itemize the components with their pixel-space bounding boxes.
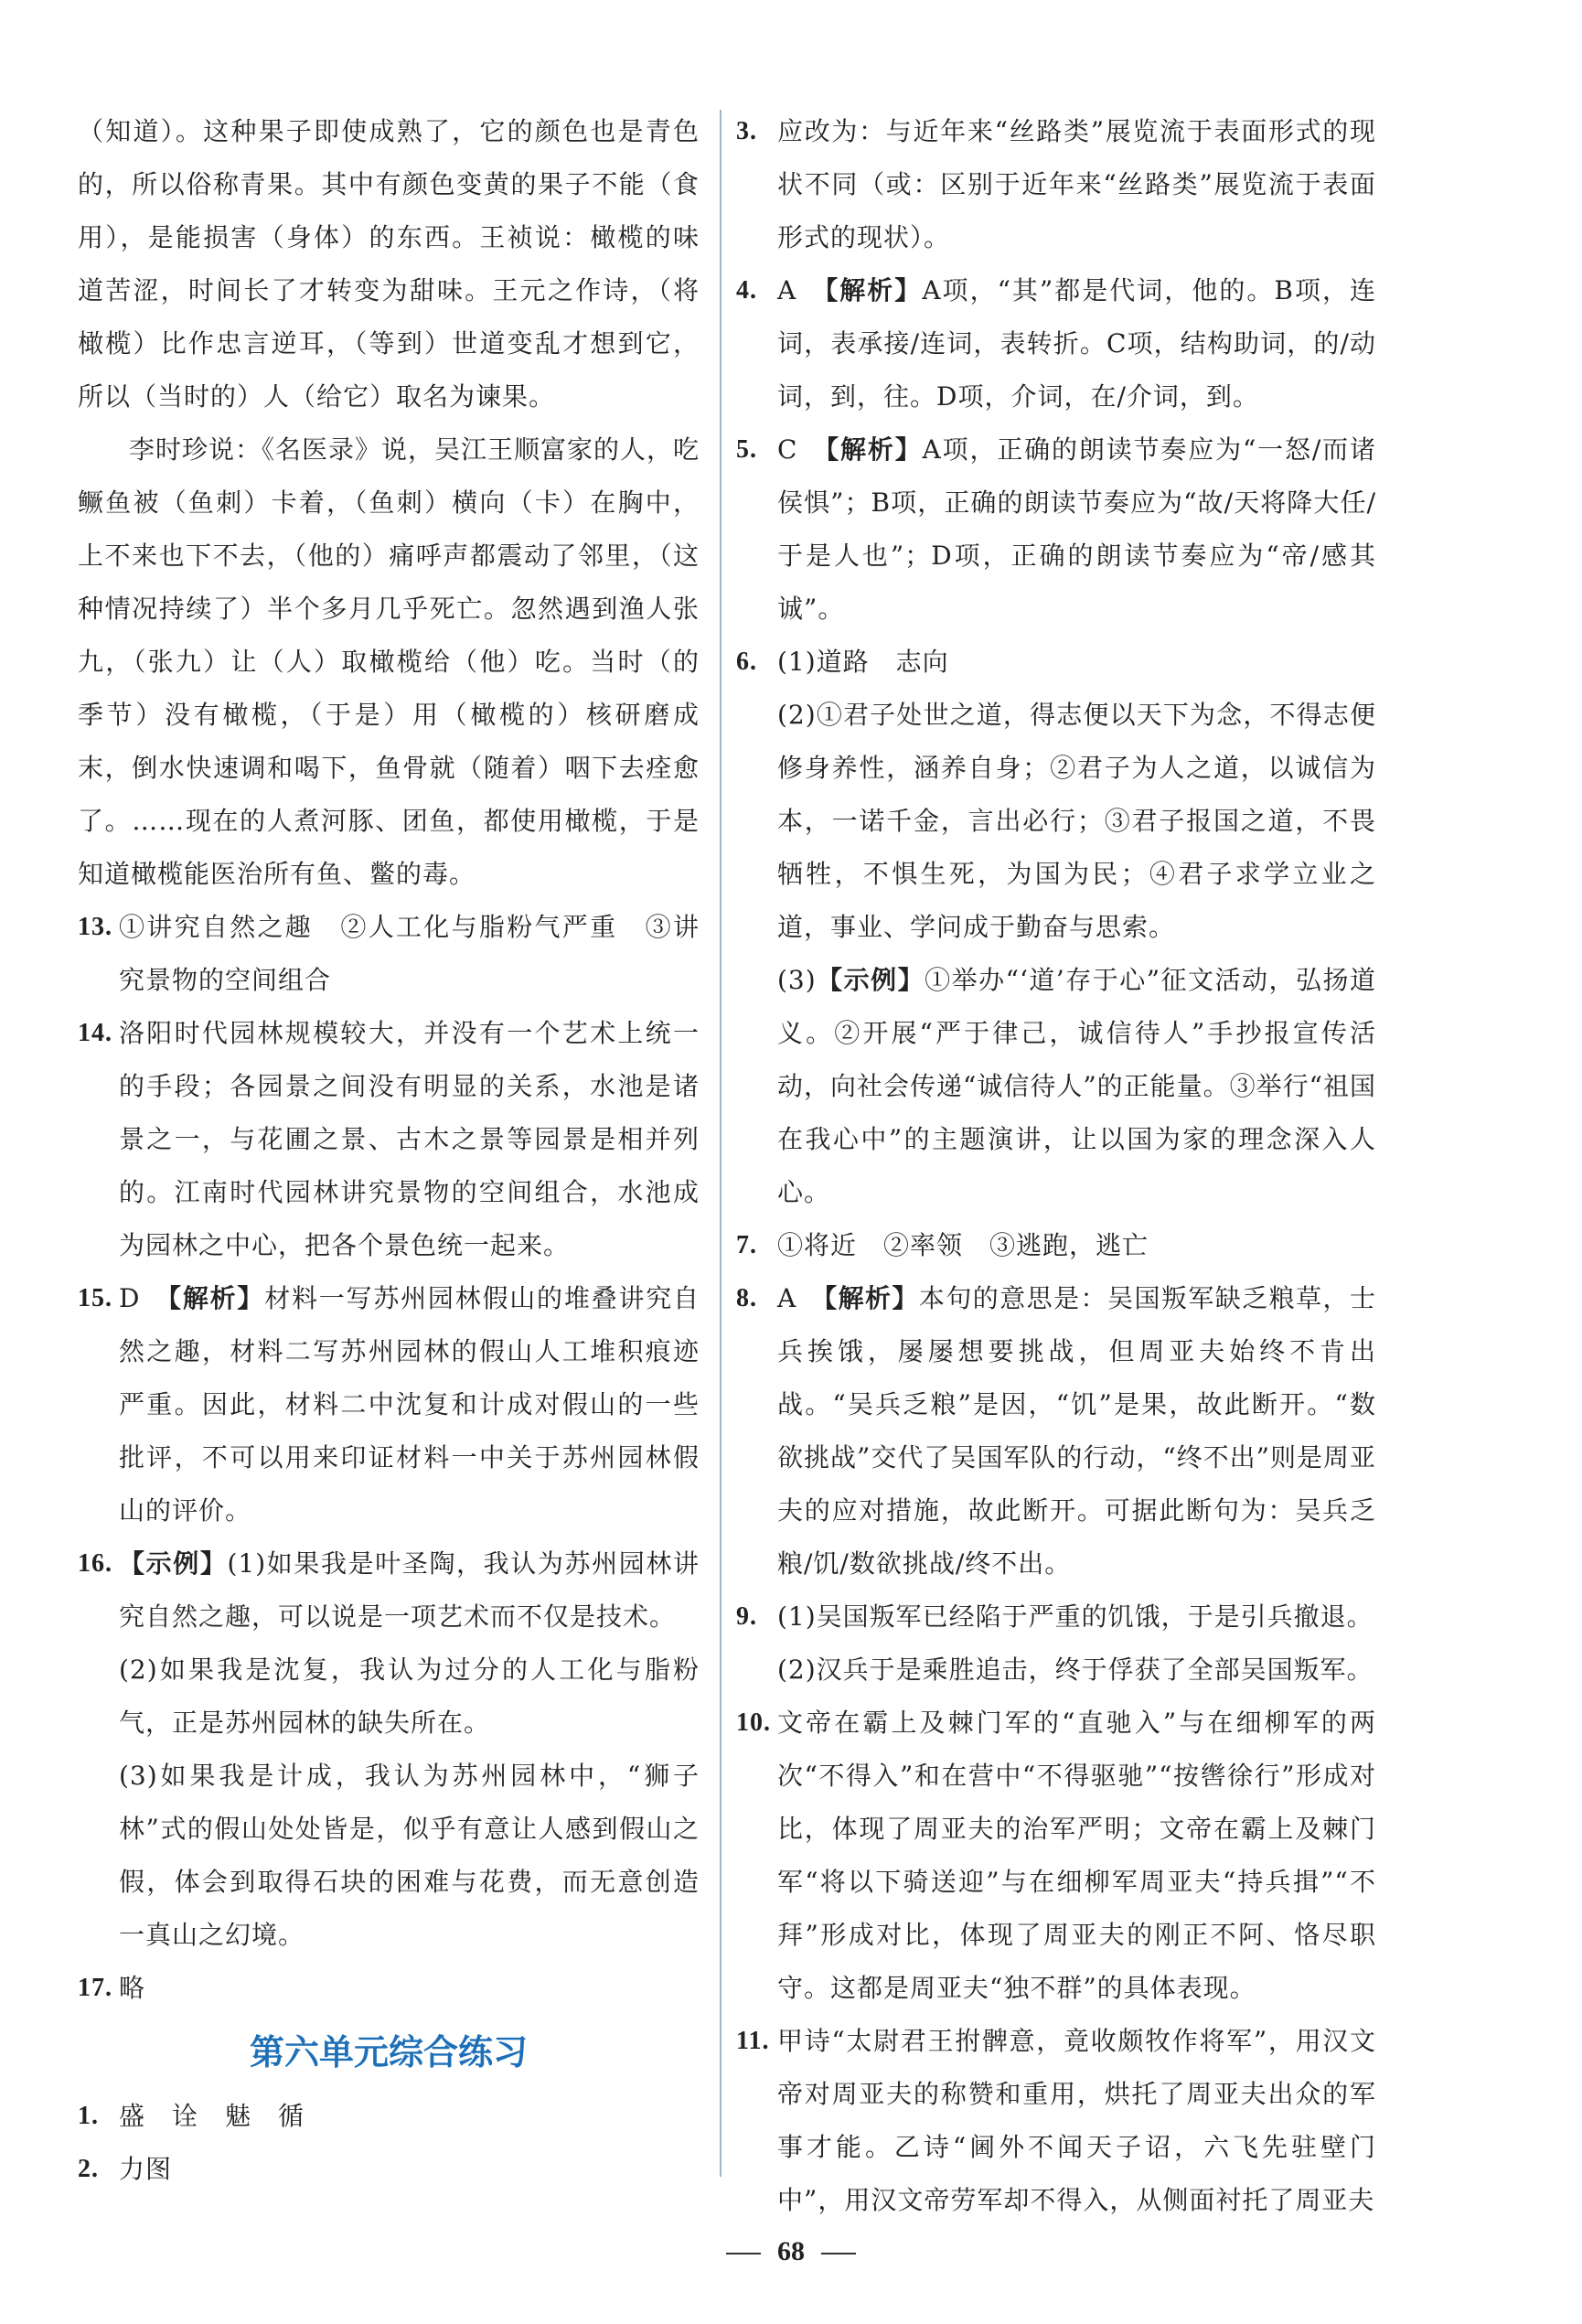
answer-text-2: (2)①君子处世之道，得志便以天下为念，不得志便修身养性，涵养自身；②君子为人之道，以诚信为本，一诺千金，言出必行；③君子报国之道，不畏牺牲，不惧生死，为国为民；④君子求学立业之道，事业、学问成于勤奋与思索。	[777, 700, 1376, 942]
answer-number: 7.	[736, 1231, 757, 1259]
example-tag: 【示例】	[119, 1548, 228, 1579]
answer-3	[736, 105, 1376, 264]
answer-text	[777, 264, 1376, 423]
page-footer	[0, 2236, 1582, 2267]
section-answer-2	[78, 2143, 700, 2196]
footer-dash-left	[726, 2253, 761, 2254]
answer-text: ①将近 ②率领 ③逃跑，逃亡	[777, 1230, 1149, 1260]
answer-number: 15.	[78, 1284, 112, 1312]
sub-prefix: (3)	[777, 965, 817, 995]
footer-dash-right	[821, 2253, 856, 2254]
answer-number: 14.	[78, 1019, 112, 1047]
answer-text	[119, 1272, 700, 1537]
analysis-tag: 【解析】	[825, 275, 923, 305]
answer-text: 洛阳时代园林规模较大，并没有一个艺术上统一的手段；各园景之间没有明显的关系，水池是诸景之一，与花圃之景、古木之景等园景是相并列的。江南时代园林讲究景物的空间组合，水池成为园林之中心，把各个景色统一起来。	[119, 1018, 700, 1260]
answer-text	[777, 1272, 1376, 1590]
answer-text	[777, 423, 1376, 636]
answer-text: 文帝在霸上及棘门军的“直驰入”与在细柳军的两次“不得入”和在营中“不得驱驰”“按辔徐行”形成对比，体现了周亚夫的治军严明；文帝在霸上及棘门军“将以下骑送迎”与在细柳军周亚夫“持兵揖”“不拜”形成对比，体现了周亚夫的刚正不阿、恪尽职守。这都是周亚夫“独不群”的具体表现。	[777, 1708, 1376, 2003]
answer-11	[736, 2015, 1376, 2227]
example-text-3: (3)如果我是计成，我认为苏州园林中，“狮子林”式的假山处处皆是，似乎有意让人感到假山之假，体会到取得石块的困难与花费，而无意创造一真山之幻境。	[119, 1761, 700, 1950]
answer-number: 5.	[736, 435, 757, 464]
answer-8	[736, 1272, 1376, 1590]
answer-5	[736, 423, 1376, 636]
section-title: 第六单元综合练习	[249, 2032, 528, 2072]
analysis-tag: 【解析】	[826, 434, 923, 465]
left-column	[78, 105, 700, 2196]
answer-9	[736, 1590, 1376, 1697]
analysis-text: A项，正确的朗读节奏应为“一怒/而诸侯惧”；B项，正确的朗读节奏应为“故/天将降大任/于是人也”；D项，正确的朗读节奏应为“帝/感其诚”。	[777, 434, 1376, 624]
answer-text: 略	[119, 1973, 146, 2003]
answer-17	[78, 1962, 700, 2015]
left-translation-paragraph: 李时珍说：《名医录》说，吴江王顺富家的人，吃鳜鱼被（鱼刺）卡着，（鱼刺）横向（卡）在胸中，上不来也下不去，（他的）痛呼声都震动了邻里，（这种情况持续了）半个多月几乎死亡。忽然遇到渔人张九，（张九）让（人）取橄榄给（他）吃。当时（的季节）没有橄榄，（于是）用（橄榄的）核研磨成末，倒水快速调和喝下，鱼骨就（随着）咽下去痊愈了。……现在的人煮河豚、团鱼，都使用橄榄，于是知道橄榄能医治所有鱼、鳖的毒。	[78, 434, 700, 889]
analysis-text: 本句的意思是：吴国叛军缺乏粮草，士兵挨饿，屡屡想要挑战，但周亚夫始终不肯出战。“吴兵乏粮”是因，“饥”是果，故此断开。“数欲挑战”交代了吴国军队的行动，“终不出”则是周亚夫的应对措施，故此断开。可据此断句为：吴兵乏粮/饥/数欲挑战/终不出。	[777, 1283, 1376, 1579]
answer-text-1: (1)吴国叛军已经陷于严重的饥饿，于是引兵撤退。	[777, 1601, 1374, 1632]
answer-14	[78, 1007, 700, 1272]
answer-13	[78, 901, 700, 1007]
answer-text: 甲诗“太尉君王拊髀意，竟收颇牧作将军”，用汉文帝对周亚夫的称赞和重用，烘托了周亚夫出众的军事才能。乙诗“阃外不闻天子诏，六飞先驻壁门中”，用汉文帝劳军却不得入，从侧面衬托了周亚夫	[777, 2026, 1376, 2215]
answer-number: 2.	[78, 2155, 99, 2183]
answer-text-1: (1)道路 志向	[777, 647, 949, 677]
analysis-text: A项，“其”都是代词，他的。B项，连词，表承接/连词，表转折。C项，结构助词，的/动词，到，往。D项，介词，在/介词，到。	[777, 275, 1376, 412]
answer-text: 力图	[119, 2154, 173, 2184]
answer-choice: A	[777, 1283, 797, 1313]
answer-choice: C	[777, 434, 798, 465]
section-answer-1	[78, 2090, 700, 2143]
answer-number: 13.	[78, 913, 112, 941]
answer-choice: A	[777, 275, 797, 305]
example-tag: 【示例】	[816, 965, 925, 995]
answer-choice: D	[119, 1283, 141, 1313]
column-divider	[720, 110, 722, 2177]
answer-16	[78, 1537, 700, 1962]
answer-text: ①讲究自然之趣 ②人工化与脂粉气严重 ③讲究景物的空间组合	[119, 912, 700, 995]
answer-text: 应改为：与近年来“丝路类”展览流于表面形式的现状不同（或：区别于近年来“丝路类”展览流于表面形式的现状）。	[777, 116, 1376, 252]
answer-4	[736, 264, 1376, 423]
analysis-tag: 【解析】	[824, 1283, 919, 1313]
answer-text	[119, 1537, 700, 1644]
answer-number: 6.	[736, 648, 757, 676]
answer-number: 4.	[736, 276, 757, 305]
example-text: ①举办“‘道’存于心”征文活动，弘扬道义。②开展“严于律己，诚信待人”手抄报宣传活动，向社会传递“诚信待人”的正能量。③举行“祖国在我心中”的主题演讲，让以国为家的理念深入人心。	[777, 965, 1376, 1207]
example-text-2: (2)如果我是沈复，我认为过分的人工化与脂粉气，正是苏州园林的缺失所在。	[119, 1655, 700, 1738]
answer-15	[78, 1272, 700, 1537]
answer-text-2: (2)汉兵于是乘胜追击，终于俘获了全部吴国叛军。	[777, 1655, 1374, 1685]
page-number: 68	[777, 2236, 805, 2266]
analysis-text: 材料一写苏州园林假山的堆叠讲究自然之趣，材料二写苏州园林的假山人工堆积痕迹严重。因此，材料二中沈复和计成对假山的一些批评，不可以用来印证材料一中关于苏州园林假山的评价。	[119, 1283, 700, 1526]
right-column	[736, 105, 1376, 2227]
answer-number: 16.	[78, 1549, 112, 1578]
answer-number: 8.	[736, 1284, 757, 1312]
answer-number: 11.	[736, 2027, 770, 2055]
answer-number: 10.	[736, 1708, 771, 1737]
analysis-tag: 【解析】	[168, 1283, 265, 1313]
answer-6	[736, 636, 1376, 1219]
answer-10	[736, 1697, 1376, 2015]
example-text-1: (1)如果我是叶圣陶，我认为苏州园林讲究自然之趣，可以说是一项艺术而不仅是技术。	[119, 1548, 700, 1632]
answer-number: 17.	[78, 1974, 112, 2002]
answer-text: 盛 诠 魅 循	[119, 2101, 305, 2131]
answer-number: 1.	[78, 2102, 99, 2130]
left-intro-paragraph: （知道）。这种果子即使成熟了，它的颜色也是青色的，所以俗称青果。其中有颜色变黄的果子不能（食用），是能损害（身体）的东西。王祯说：橄榄的味道苦涩，时间长了才转变为甜味。王元之作诗，（将橄榄）比作忠言逆耳，（等到）世道变乱才想到它，所以（当时的）人（给它）取名为谏果。	[78, 116, 700, 412]
answer-7	[736, 1219, 1376, 1272]
answer-number: 9.	[736, 1602, 757, 1631]
answer-number: 3.	[736, 117, 757, 145]
answer-text-3	[777, 954, 1376, 1219]
